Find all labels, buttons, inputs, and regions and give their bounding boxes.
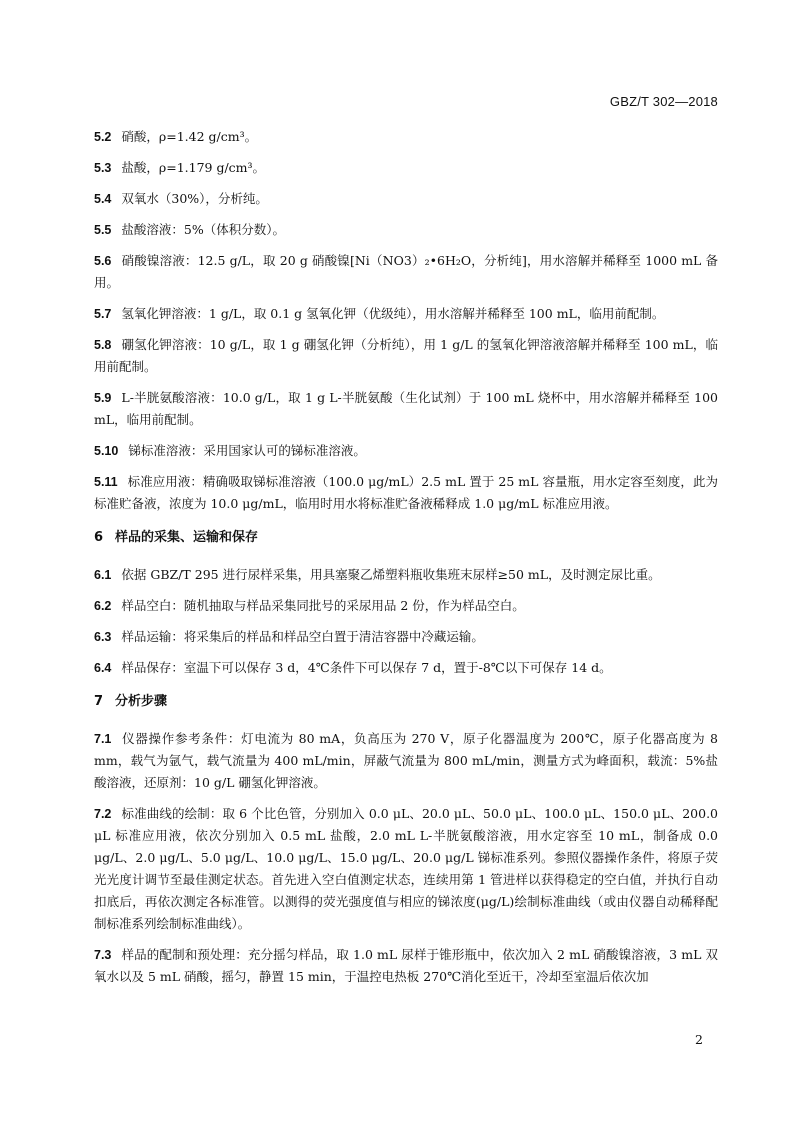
clause-6-3 <box>94 626 718 648</box>
section-heading-7 <box>94 691 718 713</box>
clause-5-10 <box>94 440 718 462</box>
clause-number: 5.3 <box>94 161 112 175</box>
section-number: 7 <box>94 694 104 709</box>
document-body <box>94 126 718 997</box>
clause-7-1 <box>94 728 718 794</box>
clause-5-9 <box>94 387 718 431</box>
clause-5-2 <box>94 126 718 148</box>
clause-5-4 <box>94 188 718 210</box>
clause-number: 5.6 <box>94 254 112 268</box>
clause-text: 硝酸镍溶液：12.5 g/L，取 20 g 硝酸镍[Ni（NO3）₂•6H₂O，分析纯]，用水溶解并稀释至 1000 mL 备用。 <box>94 253 718 290</box>
clause-number: 5.7 <box>94 307 112 321</box>
clause-number: 5.8 <box>94 338 112 352</box>
clause-number: 5.11 <box>94 475 118 489</box>
clause-5-5 <box>94 219 718 241</box>
section-title: 分析步骤 <box>115 694 168 709</box>
clause-number: 5.4 <box>94 192 112 206</box>
clause-5-6 <box>94 250 718 294</box>
clause-7-3 <box>94 944 718 988</box>
clause-text: 样品保存：室温下可以保存 3 d，4℃条件下可以保存 7 d，置于-8℃以下可保存 14 d。 <box>121 660 612 675</box>
clause-text: 样品运输：将采集后的样品和样品空白置于清洁容器中冷藏运输。 <box>121 629 484 644</box>
clause-6-2 <box>94 595 718 617</box>
clause-number: 7.2 <box>94 807 112 821</box>
clause-6-4 <box>94 657 718 679</box>
clause-number: 7.3 <box>94 948 112 962</box>
clause-text: 锑标准溶液：采用国家认可的锑标准溶液。 <box>128 443 366 458</box>
clause-number: 5.9 <box>94 391 112 405</box>
section-title: 样品的采集、运输和保存 <box>115 530 259 545</box>
clause-text: L-半胱氨酸溶液：10.0 g/L，取 1 g L-半胱氨酸（生化试剂）于 100 mL 烧杯中，用水溶解并稀释至 100 mL，临用前配制。 <box>94 390 718 427</box>
clause-6-1 <box>94 564 718 586</box>
clause-5-3 <box>94 157 718 179</box>
clause-7-2 <box>94 803 718 935</box>
clause-number: 5.5 <box>94 223 112 237</box>
clause-5-8 <box>94 334 718 378</box>
clause-text: 硼氢化钾溶液：10 g/L，取 1 g 硼氢化钾（分析纯），用 1 g/L 的氢氧化钾溶液溶解并稀释至 100 mL，临用前配制。 <box>94 337 718 374</box>
clause-number: 6.4 <box>94 661 112 675</box>
clause-text: 仪器操作参考条件：灯电流为 80 mA，负高压为 270 V，原子化器温度为 200℃，原子化器高度为 8 mm，载气为氩气，载气流量为 400 mL/min，屏蔽气流量为 800 mL/min，测量方式为峰面积，载流：5%盐酸溶液，还原剂：10 g/L 硼氢化钾溶液。 <box>94 731 718 790</box>
page-number: 2 <box>695 1032 703 1047</box>
clause-text: 标准应用液：精确吸取锑标准溶液（100.0 μg/mL）2.5 mL 置于 25 mL 容量瓶，用水定容至刻度，此为标准贮备液，浓度为 10.0 μg/mL，临用时用水将标准贮备液稀释成 1.0 μg/mL 标准应用液。 <box>94 474 718 511</box>
standard-code: GBZ/T 302—2018 <box>609 94 718 109</box>
clause-5-11 <box>94 471 718 515</box>
clause-text: 样品空白：随机抽取与样品采集同批号的采尿用品 2 份，作为样品空白。 <box>121 598 525 613</box>
clause-5-7 <box>94 303 718 325</box>
clause-text: 盐酸，ρ=1.179 g/cm³。 <box>121 160 266 175</box>
clause-text: 硝酸，ρ=1.42 g/cm³。 <box>121 129 258 144</box>
clause-number: 6.2 <box>94 599 112 613</box>
clause-number: 7.1 <box>94 732 112 746</box>
section-heading-6 <box>94 527 718 549</box>
clause-text: 标准曲线的绘制：取 6 个比色管，分别加入 0.0 μL、20.0 μL、50.0 μL、100.0 μL、150.0 μL、200.0 μL 标准应用液，依次分别加入 0.5 mL 盐酸，2.0 mL L-半胱氨酸溶液，用水定容至 10 mL，制备成 0.0 μg/L、2.0 μg/L、5.0 μg/L、10.0 μg/L、15.0 μg/L、20.0 μg/L 锑标准系列。参照仪器操作条件，将原子荧光光度计调节至最佳测定状态。首先进入空白值测定状态，连续用第 1 管进样以获得稳定的空白值，并执行自动扣底后，再依次测定各标准管。以测得的荧光强度值与相应的锑浓度(μg/L)绘制标准曲线（或由仪器自动稀释配制标准系列绘制标准曲线）。 <box>94 806 718 931</box>
clause-number: 5.10 <box>94 444 119 458</box>
clause-text: 依据 GBZ/T 295 进行尿样采集，用具塞聚乙烯塑料瓶收集班末尿样≥50 mL，及时测定尿比重。 <box>121 567 661 582</box>
section-number: 6 <box>94 530 104 545</box>
clause-number: 5.2 <box>94 130 112 144</box>
clause-text: 双氧水（30%），分析纯。 <box>121 191 268 206</box>
clause-text: 样品的配制和预处理：充分摇匀样品，取 1.0 mL 尿样于锥形瓶中，依次加入 2 mL 硝酸镍溶液，3 mL 双氧水以及 5 mL 硝酸，摇匀，静置 15 min，于温控电热板 270℃消化至近干，冷却至室温后依次加 <box>94 947 718 984</box>
clause-text: 氢氧化钾溶液：1 g/L，取 0.1 g 氢氧化钾（优级纯），用水溶解并稀释至 100 mL，临用前配制。 <box>121 306 665 321</box>
clause-text: 盐酸溶液：5%（体积分数）。 <box>121 222 285 237</box>
clause-number: 6.1 <box>94 568 112 582</box>
clause-number: 6.3 <box>94 630 112 644</box>
